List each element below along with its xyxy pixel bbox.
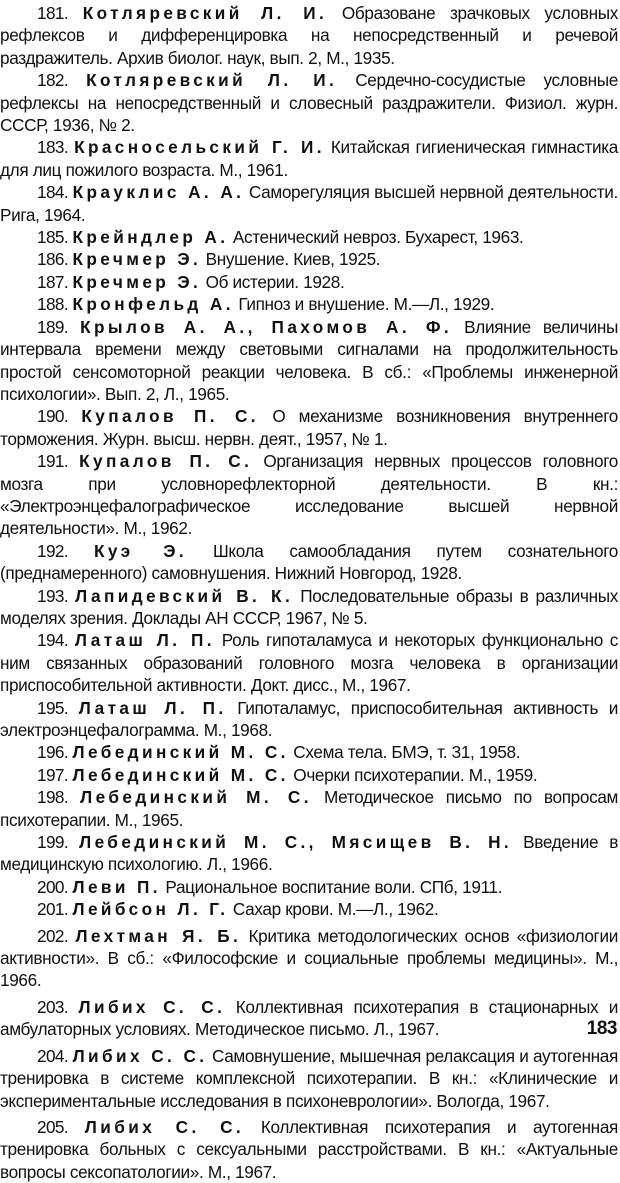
bibliography-entry-204 [0,1045,618,1112]
entry-number: 198. [37,787,69,808]
entry-text: Школа самообладания путем сознательного (преднамеренного) самовнушения. Нижний Новгород, 1928. [0,540,618,584]
entry-text: Очерки психотерапии. М., 1959. [293,764,538,785]
entry-text: Сердечно-сосудистые условные рефлексы на непосредственный и словесный раздражители. Физиол. журн. СССР, 1936, № 2. [0,70,618,136]
bibliography-entry-198 [0,786,618,831]
entry-number: 181. [37,3,69,23]
entry-author: Лебединский М. С. [80,787,312,808]
entry-text: Гипноз и внушение. М.—Л., 1929. [238,294,495,315]
entry-author: Кронфельд А. [72,294,234,315]
entry-text: Критика методологических основ «физиологии активности». В сб.: «Философские и социальные проблемы медицины». М., 1966. [0,925,618,991]
entry-author: Лебединский М. С. [72,764,289,785]
entry-text: Коллективная психотерапия и аутогенная тренировка больных с сексуальными расстройствами. В кн.: «Актуальные вопросы сексопатологии». М., 1967. [0,1116,618,1182]
entry-text: Введение в медицинскую психологию. Л., 1966. [0,832,618,875]
entry-number: 188. [37,294,69,315]
entry-text: Китайская гигиеническая гимнастика для лиц пожилого возраста. М., 1961. [0,137,618,180]
entry-number: 186. [37,249,69,270]
entry-author: Красносельский Г. И. [74,137,325,158]
bibliography-entry-185 [0,226,618,248]
entry-number: 183. [37,137,69,158]
entry-text: Астенический невроз. Бухарест, 1963. [232,227,524,248]
entry-text: Влияние величины интервала времени между световыми сигналами на продолжительность простой сенсомоторной реакции человека. В сб.: «Проблемы инженерной психологии». Вып. 2, Л., 1965. [0,316,618,404]
entry-number: 201. [37,899,69,920]
entry-author: Лапидевский В. К. [75,585,294,606]
entry-number: 195. [37,697,69,718]
bibliography-entry-187 [0,271,618,293]
entry-text: Роль гипоталамуса и некоторых функционально с ним связанных образований головного мозга человека в организации приспособительной активности. Докт. дисс., М., 1967. [0,630,618,696]
bibliography-entry-186 [0,248,618,270]
entry-number: 202. [37,925,69,946]
entry-text: О механизме возникновения внутреннего торможения. Журн. высш. нервн. деят., 1957, № 1. [0,406,618,449]
bibliography-entry-203 [0,996,618,1041]
entry-author: Крейндлер А. [72,227,229,248]
page-number: 183 [586,1018,617,1039]
bibliography-entry-197 [0,764,618,786]
entry-number: 182. [37,70,69,91]
entry-number: 194. [37,630,69,651]
entry-number: 185. [37,227,69,248]
entry-text: Сахар крови. М.—Л., 1962. [232,899,439,920]
entry-text: Саморегуляция высшей нервной деятельности. Рига, 1964. [0,182,618,225]
entry-author: Леви П. [72,876,161,897]
bibliography-entry-191 [0,450,618,540]
entry-author: Лехтман Я. Б. [75,925,242,946]
entry-number: 189. [37,316,69,337]
entry-author: Лейбсон Л. Г. [72,899,229,920]
entry-number: 204. [37,1045,69,1066]
entry-text: Образоване зрачковых условных рефлексов и дифференцировка на непосредственный и речевой раздражитель. Архив биолог. наук, вып. 2, М., 1935. [0,3,618,68]
bibliography-entry-192 [0,540,618,585]
entry-author: Латаш Л. П. [78,697,227,718]
entry-text: Последовательные образы в различных моделях зрения. Доклады АН СССР, 1967, № 5. [0,585,618,628]
entry-number: 199. [37,832,69,853]
entry-author: Крылов А. А., Пахомов А. Ф. [80,316,453,337]
entry-text: Рациональное воспитание воли. СПб, 1911. [165,876,503,897]
entry-number: 203. [37,996,69,1017]
entry-number: 196. [37,742,69,763]
entry-author: Купалов П. С. [81,406,259,427]
bibliography-entry-184 [0,181,618,226]
entry-text: Об истерии. 1928. [205,271,345,292]
bibliography-entry-190 [0,405,618,450]
entry-author: Либих С. С. [72,1045,208,1066]
entry-author: Кречмер Э. [72,271,202,292]
entry-text: Самовнушение, мышечная релаксация и аутогенная тренировка в системе комплексной психотерапии. В кн.: «Клинические и экспериментальные исследования в психоневрологии». Вологда, 1967. [0,1045,618,1111]
bibliography-entry-201 [0,898,618,920]
entry-author: Куэ Э. [94,540,188,561]
entry-number: 192. [37,540,69,561]
entry-number: 190. [37,406,69,427]
entry-number: 200. [37,876,69,897]
entry-text: Методическое письмо по вопросам психотерапии. М., 1965. [0,787,618,830]
bibliography-entry-182 [0,69,618,136]
entry-author: Кречмер Э. [72,249,202,270]
entry-author: Лебединский М. С., Мясищев В. Н. [79,832,513,853]
entry-author: Лебединский М. С. [72,742,289,763]
entry-number: 205. [37,1116,69,1137]
bibliography-entry-196 [0,741,618,763]
bibliography-entry-194 [0,629,618,696]
entry-author: Крауклис А. А. [72,182,245,203]
bibliography-entry-183 [0,136,618,181]
entry-text: Коллективная психотерапия в стационарных и амбулаторных условиях. Методическое письмо. Л., 1967. [0,996,618,1040]
entry-text: Схема тела. БМЭ, т. 31, 1958. [293,742,521,763]
bibliography-entry-193 [0,585,618,630]
entry-author: Либих С. С. [78,996,226,1017]
bibliography-entry-195 [0,697,618,742]
bibliography-entry-188 [0,293,618,315]
entry-author: Котляревский Л. И. [86,70,338,91]
bibliography-page [0,2,618,1183]
bibliography-entry-181 [0,2,618,69]
bibliography-entry-202 [0,925,618,992]
bibliography-entry-200 [0,876,618,898]
entry-author: Латаш Л. П. [74,630,215,651]
entry-text: Гипоталамус, приспособительная активность и электроэнцефалограмма. М., 1968. [0,697,618,740]
entry-number: 187. [37,271,69,292]
entry-text: Внушение. Киев, 1925. [205,249,381,270]
entry-number: 197. [37,764,69,785]
entry-number: 191. [37,451,69,472]
entry-text: Организация нервных процессов головного мозга при условнорефлекторной деятельности. В кн.: «Электроэнцефалографическое исследование высшей нервной деятельности». М., 1962. [0,451,618,539]
bibliography-entry-189 [0,316,618,406]
bibliography-entry-199 [0,831,618,876]
entry-number: 184. [37,182,69,203]
entry-author: Котляревский Л. И. [82,3,328,23]
entry-author: Либих С. С. [84,1116,245,1137]
entry-number: 193. [37,585,69,606]
entry-author: Купалов П. С. [79,451,253,472]
bibliography-entry-205 [0,1116,618,1183]
